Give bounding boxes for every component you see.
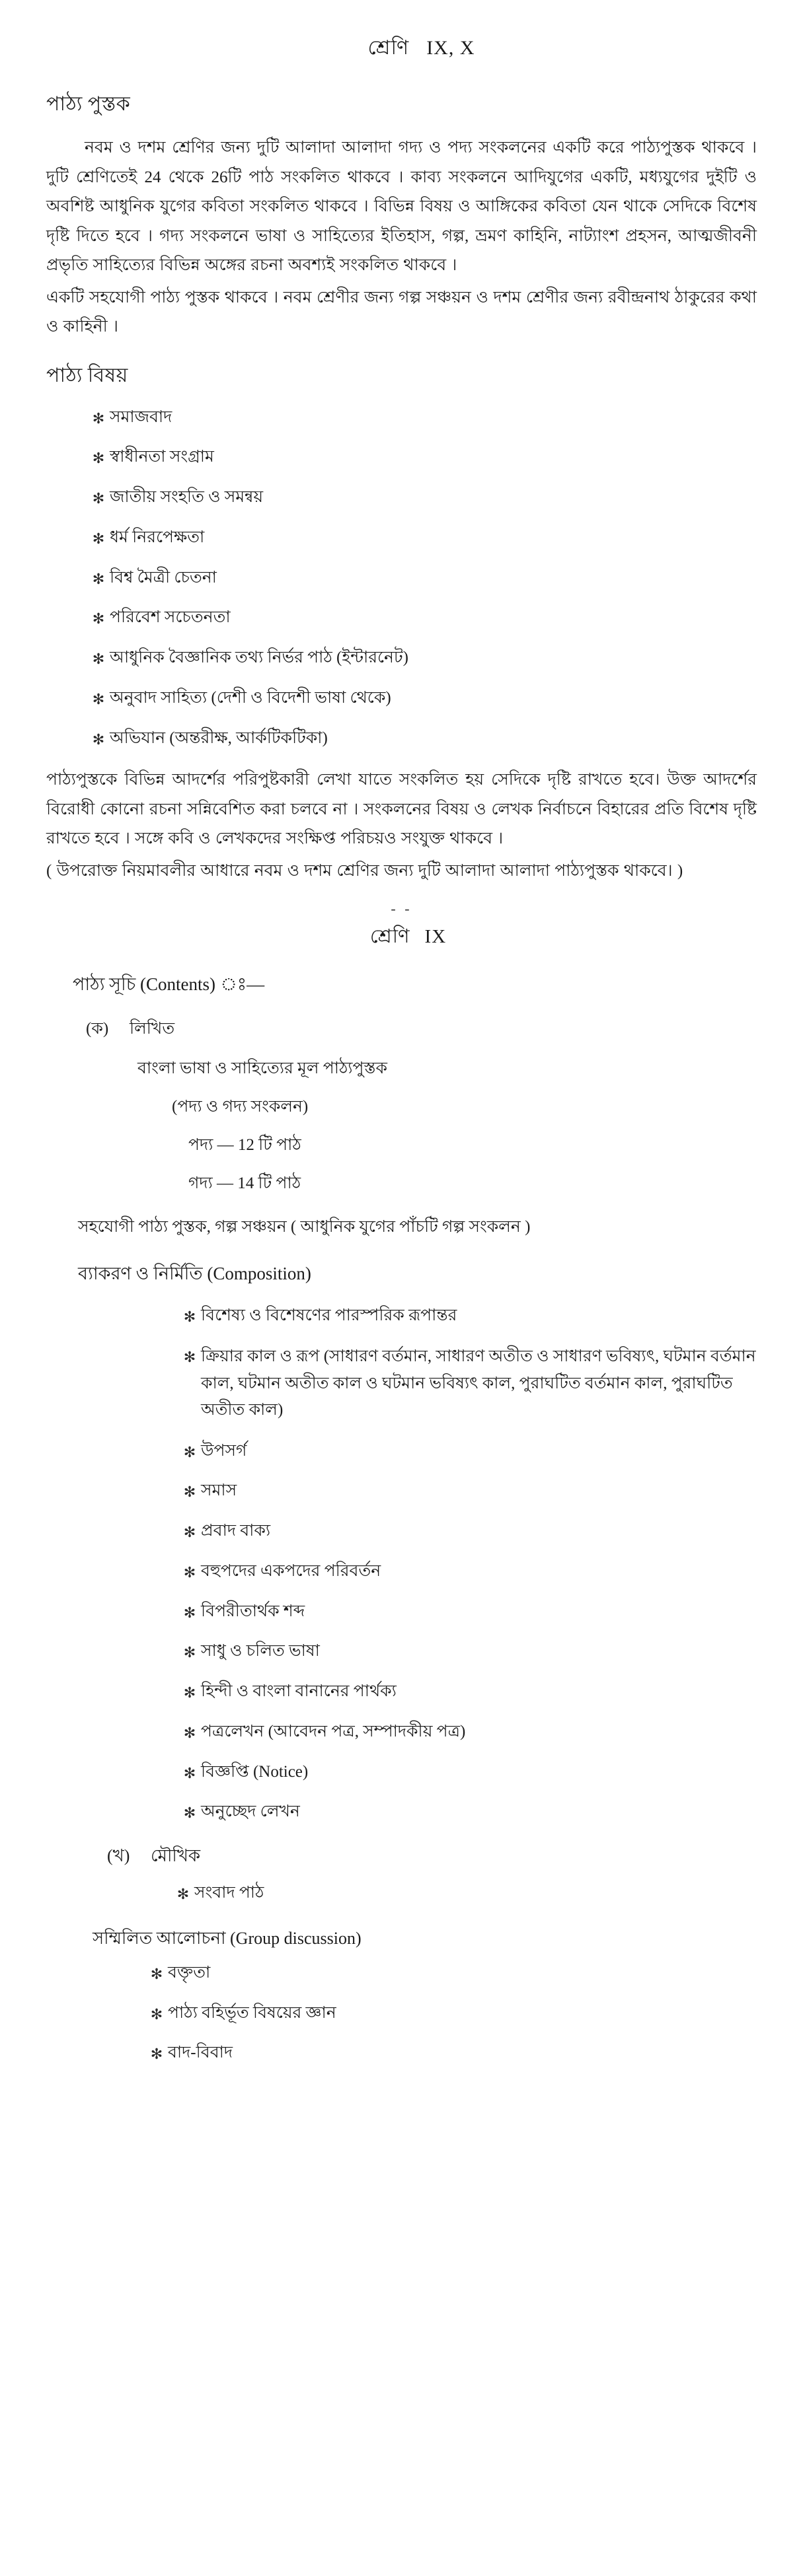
list-item (87, 645, 757, 671)
star-bullet-icon: ✻ (92, 610, 105, 627)
star-bullet-icon: ✻ (183, 1684, 196, 1701)
list-item-label: বিশ্ব মৈত্রী চেতনা (110, 568, 217, 587)
section-title-textbook: পাঠ্য পুস্তক (46, 93, 131, 115)
list-item-label: হিন্দী ও বাংলা বানানের পার্থক্য (201, 1682, 397, 1700)
star-bullet-icon: ✻ (92, 530, 105, 547)
list-item (178, 1343, 757, 1424)
star-bullet-icon: ✻ (183, 1764, 196, 1781)
paragraph: একটি সহযোগী পাঠ্য পুস্তক থাকবে । নবম শ্রেণীর জন্য গল্প সঞ্চয়ন ও দশম শ্রেণীর জন্য রবীন্দ্রনাথ ঠাকুরের কথা ও কাহিনী । (46, 288, 757, 336)
list-item (178, 1478, 757, 1504)
list-item-label: ক্রিয়ার কাল ও রূপ (সাধারণ বর্তমান, সাধারণ অতীত ও সাধারণ ভবিষ্যৎ, ঘটমান বর্তমান কাল, ঘটমান অতীত কাল ও ঘটমান ভবিষ্যৎ কাল, পুরাঘটিত বর্তমান কাল, পুরাঘটিত অতীত কাল) (201, 1347, 756, 1419)
list-item (178, 1303, 757, 1329)
star-bullet-icon: ✻ (183, 1484, 196, 1501)
list-item (87, 445, 757, 470)
list-item-label: পরিবেশ সচেতনতা (110, 608, 231, 627)
list-item (87, 405, 757, 431)
list-item (178, 1719, 757, 1745)
group-discussion-list (46, 1960, 757, 2066)
list-item-label: সমাজবাদ (110, 408, 172, 426)
list-item (145, 2040, 757, 2066)
subjects-note (46, 766, 757, 886)
subject-list (46, 405, 757, 752)
contents-title: পাঠ্য সূচি (Contents) ঃ— (73, 974, 265, 995)
list-item-label: স্বাধীনতা সংগ্রাম (110, 448, 214, 466)
list-item (172, 1880, 757, 1906)
list-item-label: বিজ্ঞপ্তি (Notice) (201, 1762, 309, 1781)
document-header (46, 32, 757, 65)
paragraph-bracket: ( উপরোক্ত নিয়মাবলীর আধারে নবম ও দশম শ্রেণির জন্য দুটি আলাদা আলাদা পাঠ্যপুস্তক থাকবে। ) (46, 861, 683, 880)
list-item (87, 686, 757, 711)
star-bullet-icon: ✻ (183, 1604, 196, 1621)
list-item (178, 1760, 757, 1785)
list-item (145, 1960, 757, 1986)
star-bullet-icon: ✻ (92, 690, 105, 707)
list-item-label: অনুবাদ সাহিত্য (দেশী ও বিদেশী ভাষা থেকে) (110, 688, 391, 707)
star-bullet-icon: ✻ (92, 450, 105, 467)
list-item (87, 605, 757, 631)
star-bullet-icon: ✻ (150, 1965, 163, 1982)
companion-book-line: সহযোগী পাঠ্য পুস্তক, গল্প সঞ্চয়ন ( আধুনিক যুগের পাঁচটি গল্প সংকলন ) (78, 1218, 531, 1236)
textbook-paragraphs (46, 133, 757, 342)
class-nine-header (46, 921, 757, 954)
oral-list (46, 1880, 757, 1906)
section-title-subjects: পাঠ্য বিষয় (46, 364, 128, 386)
star-bullet-icon: ✻ (150, 2046, 163, 2063)
star-bullet-icon: ✻ (183, 1524, 196, 1540)
star-bullet-icon: ✻ (183, 1563, 196, 1581)
header-class-numbers: IX, X (426, 37, 475, 59)
list-item (178, 1679, 757, 1705)
header-class-label: শ্রেণি (367, 37, 410, 59)
list-item-label: বক্তৃতা (168, 1963, 211, 1982)
list-item (178, 1799, 757, 1825)
star-bullet-icon: ✻ (92, 570, 105, 587)
list-item-label: বাদ-বিবাদ (168, 2044, 233, 2062)
list-item-label: সংবাদ পাঠ (194, 1884, 264, 1902)
grammar-section-title: ব্যাকরণ ও নির্মিতি (Composition) (78, 1264, 311, 1284)
group-a-heading (86, 1015, 757, 1044)
star-bullet-icon: ✻ (183, 1443, 196, 1460)
list-item-label: আধুনিক বৈজ্ঞানিক তথ্য নির্ভর পাঠ (ইন্টারনেট) (110, 649, 408, 666)
list-item-label: বিপরীতার্থক শব্দ (201, 1602, 305, 1620)
list-item-label: সমাস (201, 1482, 237, 1500)
group-b-tag: (খ) (107, 1846, 130, 1865)
list-item (178, 1639, 757, 1664)
group-b-heading (107, 1842, 757, 1871)
group-a-label: লিখিত (130, 1020, 175, 1038)
list-item (178, 1599, 757, 1625)
class-label: শ্রেণি (369, 926, 410, 948)
paragraph: পাঠ্যপুস্তকে বিভিন্ন আদর্শের পরিপুষ্টকারী লেখা যাতে সংকলিত হয় সেদিকে দৃষ্টি রাখতে হবে। উক্ত আদর্শের বিরোধী কোনো রচনা সন্নিবেশিত করা চলবে না । সংকলনের বিষয় ও লেখক নির্বাচনে বিহারের প্রতি বিশেষ দৃষ্টি রাখতে হবে । সঙ্গে কবি ও লেখকদের সংক্ষিপ্ত পরিচয়ও সংযুক্ত থাকবে । (46, 771, 757, 848)
list-item-label: উপসর্গ (201, 1441, 247, 1460)
list-item (87, 726, 757, 752)
star-bullet-icon: ✻ (92, 410, 105, 427)
group-a-tag: (ক) (86, 1020, 109, 1038)
group-a-line: পদ্য — 12 টি পাঠ (188, 1136, 301, 1155)
star-bullet-icon: ✻ (183, 1724, 196, 1741)
star-bullet-icon: ✻ (183, 1805, 196, 1822)
class-number: IX (424, 926, 447, 948)
group-a-line: গদ্য — 14 টি পাঠ (188, 1174, 301, 1193)
star-bullet-icon: ✻ (176, 1886, 190, 1902)
list-item (178, 1439, 757, 1464)
list-item (178, 1559, 757, 1585)
list-item (87, 485, 757, 511)
list-item-label: বহুপদের একপদের পরিবর্তন (201, 1561, 381, 1580)
list-item-label: অভিযান (অন্তরীক্ষ, আর্কটিকটিকা) (110, 729, 328, 747)
star-bullet-icon: ✻ (92, 651, 105, 667)
list-item-label: ধর্ম নিরপেক্ষতা (110, 528, 205, 546)
section-divider: - - (391, 900, 412, 917)
group-b-label: মৌখিক (151, 1846, 201, 1865)
grammar-list (46, 1303, 757, 1825)
list-item-label: পত্রলেখন (আবেদন পত্র, সম্পাদকীয় পত্র) (201, 1722, 466, 1740)
list-item-label: সাধু ও চলিত ভাষা (201, 1642, 320, 1661)
list-item (87, 565, 757, 591)
star-bullet-icon: ✻ (183, 1349, 196, 1365)
star-bullet-icon: ✻ (183, 1644, 196, 1661)
list-item (178, 1519, 757, 1544)
group-discussion-title: সম্মিলিত আলোচনা (Group discussion) (93, 1928, 362, 1948)
list-item-label: জাতীয় সংহতি ও সমন্বয় (110, 488, 264, 506)
star-bullet-icon: ✻ (183, 1308, 196, 1326)
list-item-label: পাঠ্য বহির্ভূত বিষয়ের জ্ঞান (168, 2003, 336, 2022)
list-item (87, 525, 757, 551)
star-bullet-icon: ✻ (92, 731, 105, 748)
group-a-line: (পদ্য ও গদ্য সংকলন) (172, 1098, 309, 1116)
star-bullet-icon: ✻ (92, 490, 105, 507)
paragraph: নবম ও দশম শ্রেণির জন্য দুটি আলাদা আলাদা গদ্য ও পদ্য সংকলনের একটি করে পাঠ্যপুস্তক থাকবে । দুটি শ্রেণিতেই 24 থেকে 26টি পাঠ সংকলিত থাকবে । কাব্য সংকলনে আদিযুগের একটি, মধ্যযুগের দুইটি ও অবশিষ্ট আধুনিক যুগের কবিতা সংকলিত থাকবে । বিভিন্ন বিষয় ও আঙ্গিকের কবিতা যেন থাকে সেদিকে বিশেষ দৃষ্টি দিতে হবে । গদ্য সংকলনে ভাষা ও সাহিত্যের ইতিহাস, গল্প, ভ্রমণ কাহিনি, নাট্যাংশ প্রহসন, আত্মজীবনী প্রভৃতি সাহিত্যের বিভিন্ন অঙ্গের রচনা অবশ্যই সংকলিত থাকবে । (46, 139, 757, 274)
list-item-label: প্রবাদ বাক্য (201, 1522, 271, 1540)
list-item-label: অনুচ্ছেদ লেখন (201, 1803, 300, 1821)
list-item (145, 2001, 757, 2026)
list-item-label: বিশেষ্য ও বিশেষণের পারস্পরিক রূপান্তর (201, 1306, 457, 1325)
group-a-line: বাংলা ভাষা ও সাহিত্যের মূল পাঠ্যপুস্তক (137, 1059, 387, 1078)
star-bullet-icon: ✻ (150, 2005, 163, 2022)
